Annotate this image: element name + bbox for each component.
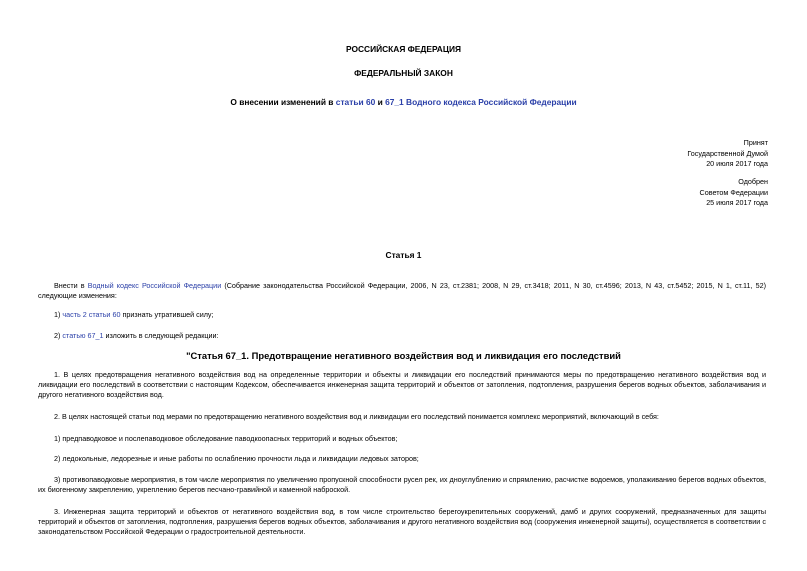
federation-heading: РОССИЙСКАЯ ФЕДЕРАЦИЯ <box>345 44 462 54</box>
item-2-text: изложить в следующей редакции: <box>103 331 219 340</box>
article-67-1-paragraph-4: 2) ледокольные, ледорезные и иные работы по ослаблению прочности льда и ликвидации ледовых заторов; <box>54 454 419 463</box>
item-2-number: 2) <box>54 331 63 340</box>
adopted-by: Государственной Думой <box>687 148 768 158</box>
law-type-heading: ФЕДЕРАЛЬНЫЙ ЗАКОН <box>354 68 453 78</box>
article-67-1-paragraph-2: 2. В целях настоящей статьи под мерами по предотвращению негативного воздействия вод и ликвидации его последствий понимается комплекс мероприятий, включающий в себя: <box>54 412 659 421</box>
article-67-1-paragraph-1: 1. В целях предотвращения негативного воздействия вод на определенные территории и объекты и ликвидации его последствий принимаются меры по предотвращению негативного воздействия вод и ликвидации его последствий в соответствии с настоящим Кодексом, обеспечивается инженерная защита территорий и объектов от затопления, подтопления, разрушения берегов водных объектов, заболачивания и другого негативного воздействия вод. <box>38 370 766 399</box>
article-1-intro <box>38 281 766 301</box>
article-1-heading: Статья 1 <box>385 250 422 260</box>
adopted-word: Принят <box>743 138 768 147</box>
water-code-link[interactable]: Водный кодекс Российской Федерации <box>87 281 222 290</box>
law-title-prefix: О внесении изменений в <box>230 97 336 107</box>
law-title <box>0 97 807 107</box>
article-60-link[interactable]: статьи 60 <box>335 97 376 107</box>
approved-date: 25 июля 2017 года <box>706 198 768 207</box>
approved-by: Советом Федерации <box>699 187 768 197</box>
adopted-date: 20 июля 2017 года <box>706 159 768 168</box>
approved-word: Одобрен <box>738 177 768 186</box>
article-1-item-1 <box>38 310 766 320</box>
law-title-and: и <box>375 97 386 107</box>
article-67-1-paragraph-5: 3) противопаводковые мероприятия, в том числе мероприятия по увеличению пропускной способности русел рек, их дноуглублению и спрямлению, расчистке водоемов, уполаживанию берегов водных объектов, их биогенному закреплению, укреплению берегов песчано-гравийной и каменной наброской. <box>38 475 766 494</box>
article-1-item-2 <box>38 331 766 341</box>
intro-text: (Собрание законодательства Российской Федерации, 2006, N 23, ст.2381; 2008, N 29, ст.3418; 2011, N 30, ст.4596; 2013, N 43, ст.5452; 2015, N 1, ст.11, 52) следующие изменения: <box>38 281 766 300</box>
article-67-1-title: "Статья 67_1. Предотвращение негативного воздействия вод и ликвидация его последствий <box>186 350 621 361</box>
item-1-text: признать утратившей силу; <box>120 310 214 319</box>
adoption-block <box>687 138 768 170</box>
part-2-article-60-link[interactable]: часть 2 статьи 60 <box>62 310 121 319</box>
approval-block <box>700 177 768 209</box>
intro-prefix: Внести в <box>54 281 88 290</box>
item-1-number: 1) <box>54 310 63 319</box>
article-67-1-paragraph-3: 1) предпаводковое и послепаводковое обследование паводкоопасных территорий и водных объектов; <box>54 434 398 443</box>
article-67-1-paragraph-6: 3. Инженерная защита территорий и объектов от негативного воздействия вод, в том числе строительство берегоукрепительных сооружений, дамб и других сооружений, предназначенных для защиты территорий и объектов от затопления, подтопления, разрушения берегов водных объектов, заболачивания и другого негативного воздействия вод (сооружения инженерной защиты), осуществляется в соответствии с законодательством Российской Федерации о градостроительной деятельности. <box>38 507 766 536</box>
article-67-1-link[interactable]: статью 67_1 <box>62 331 104 340</box>
water-code-article-67-link[interactable]: 67_1 Водного кодекса Российской Федерации <box>385 97 577 107</box>
